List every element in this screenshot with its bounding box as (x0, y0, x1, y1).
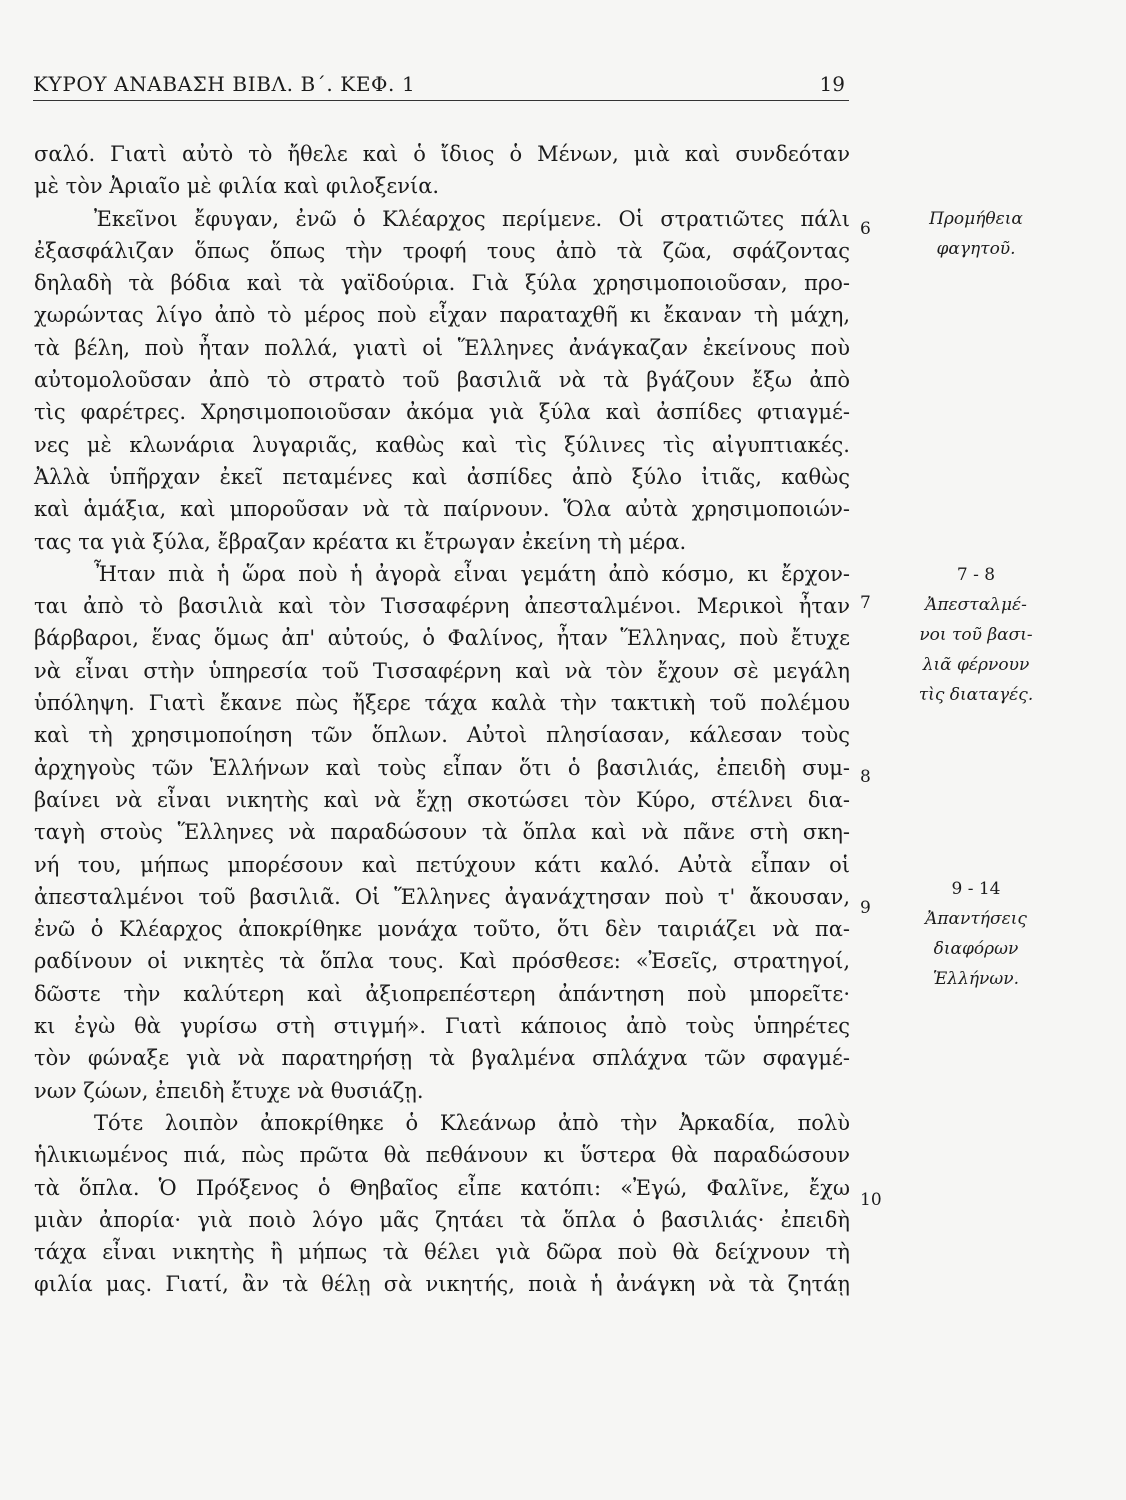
text-line: μιὰν ἀπορία· γιὰ ποιὸ λόγο μᾶς ζητάει τὰ ὅπλα ὁ βασιλιάς· ἐπειδὴ (34, 1207, 850, 1232)
section-number: 9 (860, 898, 871, 918)
text-line: τὸν φώναξε γιὰ νὰ παρατηρήσῃ τὰ βγαλμένα σπλάχνα τῶν σφαγμέ- (34, 1046, 850, 1071)
text-line: ται ἀπὸ τὸ βασιλιὰ καὶ τὸν Τισσαφέρνη ἀπεσταλμένοι. Μερικοὶ ἦταν (34, 594, 850, 619)
text-line: Ἐκεῖνοι ἔφυγαν, ἐνῶ ὁ Κλέαρχος περίμενε. Οἱ στρατιῶτες πάλι (94, 206, 850, 231)
text-line: δηλαδὴ τὰ βόδια καὶ τὰ γαϊδούρια. Γιὰ ξύλα χρησιμοποιοῦσαν, προ- (34, 271, 850, 296)
text-line: κι ἐγὼ θὰ γυρίσω στὴ στιγμή». Γιατὶ κάποιος ἀπὸ τοὺς ὑπηρέτες (34, 1014, 850, 1039)
text-line: τὰ βέλη, ποὺ ἦταν πολλά, γιατὶ οἱ Ἕλληνες ἀνάγκαζαν ἐκείνους ποὺ (34, 335, 850, 360)
page-number: 19 (819, 72, 845, 96)
text-line: νή του, μήπως μπορέσουν καὶ πετύχουν κάτι καλό. Αὐτὰ εἶπαν οἱ (34, 852, 850, 877)
text-line: νὰ εἶναι στὴν ὑπηρεσία τοῦ Τισσαφέρνη καὶ νὰ τὸν ἔχουν σὲ μεγάλη (34, 658, 850, 683)
section-number: 10 (860, 1190, 882, 1210)
margin-note-line: φαγητοῦ. (936, 239, 1016, 259)
text-line: ὑπόληψη. Γιατὶ ἔκανε πὼς ἤξερε τάχα καλὰ τὴν τακτικὴ τοῦ πολέμου (34, 691, 850, 716)
text-line: δῶστε τὴν καλύτερη καὶ ἀξιοπρεπέστερη ἀπάντηση ποὺ μπορεῖτε· (34, 981, 850, 1006)
margin-note-line: νοι τοῦ βασι- (919, 625, 1033, 645)
text-line: ταγὴ στοὺς Ἕλληνες νὰ παραδώσουν τὰ ὅπλα καὶ νὰ πᾶνε στὴ σκη- (34, 820, 850, 845)
header-rule (33, 100, 849, 101)
text-line: Τότε λοιπὸν ἀποκρίθηκε ὁ Κλεάνωρ ἀπὸ τὴν Ἀρκαδία, πολὺ (94, 1110, 850, 1135)
text-line: ραδίνουν οἱ νικητὲς τὰ ὅπλα τους. Καὶ πρόσθεσε: «Ἐσεῖς, στρατηγοί, (34, 949, 850, 974)
text-line: ἐνῶ ὁ Κλέαρχος ἀποκρίθηκε μονάχα τοῦτο, ὅτι δὲν ταιριάζει νὰ πα- (34, 917, 850, 942)
running-header (33, 70, 849, 104)
text-line: χωρώντας λίγο ἀπὸ τὸ μέρος ποὺ εἶχαν παραταχθῆ κι ἔκαναν τὴ μάχη, (34, 303, 850, 328)
text-line: τας τα γιὰ ξύλα, ἔβραζαν κρέατα κι ἔτρωγαν ἐκείνη τὴ μέρα. (34, 529, 687, 554)
text-line: καὶ ἁμάξια, καὶ μποροῦσαν νὰ τὰ παίρνουν. Ὅλα αὐτὰ χρησιμοποιών- (34, 497, 850, 522)
text-line: αὐτομολοῦσαν ἀπὸ τὸ στρατὸ τοῦ βασιλιᾶ νὰ τὰ βγάζουν ἔξω ἀπὸ (34, 368, 850, 393)
text-line: καὶ τὴ χρησιμοποίηση τῶν ὅπλων. Αὐτοὶ πλησίασαν, κάλεσαν τοὺς (34, 723, 850, 748)
margin-note (896, 204, 1056, 264)
margin-note-line: Ἀπεσταλμέ- (925, 595, 1027, 615)
margin-note-line: λιᾶ φέρνουν (922, 655, 1030, 675)
margin-note (896, 874, 1056, 994)
margin-note-line: τὶς διαταγές. (918, 685, 1034, 705)
margin-note-range: 9 - 14 (951, 879, 1001, 899)
margin-note-range: 7 - 8 (956, 565, 996, 585)
margin-note (896, 560, 1056, 710)
margin-note-line: Προμήθεια (929, 209, 1023, 229)
section-number: 8 (860, 767, 871, 787)
text-line: νων ζώων, ἐπειδὴ ἔτυχε νὰ θυσιάζῃ. (34, 1078, 424, 1103)
text-line: ἐξασφάλιζαν ὅπως ὅπως τὴν τροφή τους ἀπὸ τὰ ζῶα, σφάζοντας (34, 238, 850, 263)
text-line: ἀρχηγοὺς τῶν Ἑλλήνων καὶ τοὺς εἶπαν ὅτι ὁ βασιλιάς, ἐπειδὴ συμ- (34, 755, 850, 780)
text-line: ἀπεσταλμένοι τοῦ βασιλιᾶ. Οἱ Ἕλληνες ἀγανάχτησαν ποὺ τ' ἄκουσαν, (34, 884, 850, 909)
text-line: τὰ ὅπλα. Ὁ Πρόξενος ὁ Θηβαῖος εἶπε κατόπι: «Ἐγώ, Φαλῖνε, ἔχω (34, 1175, 850, 1200)
text-line: σαλό. Γιατὶ αὐτὸ τὸ ἤθελε καὶ ὁ ἴδιος ὁ Μένων, μιὰ καὶ συνδεόταν (34, 142, 850, 166)
section-number: 7 (860, 593, 871, 613)
text-line: Ἦταν πιὰ ἡ ὥρα ποὺ ἡ ἀγορὰ εἶναι γεμάτη ἀπὸ κόσμο, κι ἔρχον- (94, 561, 850, 586)
margin-note-line: Ἀπαντήσεις (925, 909, 1027, 929)
text-line: Ἀλλὰ ὑπῆρχαν ἐκεῖ πεταμένες καὶ ἀσπίδες ἀπὸ ξύλο ἰτιᾶς, καθὼς (34, 464, 850, 489)
running-title: ΚΥΡΟΥ ΑΝΑΒΑΣΗ ΒΙΒΛ. Β΄. ΚΕΦ. 1 (33, 72, 416, 96)
text-line: φιλία μας. Γιατί, ἂν τὰ θέλῃ σὰ νικητής, ποιὰ ἡ ἀνάγκη νὰ τὰ ζητάῃ (34, 1272, 850, 1297)
text-line: τὶς φαρέτρες. Χρησιμοποιοῦσαν ἀκόμα γιὰ ξύλα καὶ ἀσπίδες φτιαγμέ- (34, 400, 850, 425)
text-line: μὲ τὸν Ἀριαῖο μὲ φιλία καὶ φιλοξενία. (34, 174, 440, 199)
section-number: 6 (860, 219, 871, 239)
text-line: βάρβαροι, ἕνας ὅμως ἀπ' αὐτούς, ὁ Φαλίνος, ἦταν Ἕλληνας, ποὺ ἔτυχε (34, 626, 850, 651)
text-line: ἡλικιωμένος πιά, πὼς πρῶτα θὰ πεθάνουν κι ὕστερα θὰ παραδώσουν (34, 1143, 850, 1168)
text-line: τάχα εἶναι νικητὴς ἢ μήπως τὰ θέλει γιὰ δῶρα ποὺ θὰ δείχνουν τὴ (34, 1240, 850, 1265)
margin-note-line: Ἑλλήνων. (933, 969, 1019, 989)
margin-note-line: διαφόρων (933, 939, 1019, 959)
text-line: βαίνει νὰ εἶναι νικητὴς καὶ νὰ ἔχῃ σκοτώσει τὸν Κύρο, στέλνει δια- (34, 787, 850, 812)
text-line: νες μὲ κλωνάρια λυγαριᾶς, καθὼς καὶ τὶς ξύλινες τὶς αἰγυπτιακές. (34, 432, 850, 457)
main-text (34, 138, 850, 1301)
